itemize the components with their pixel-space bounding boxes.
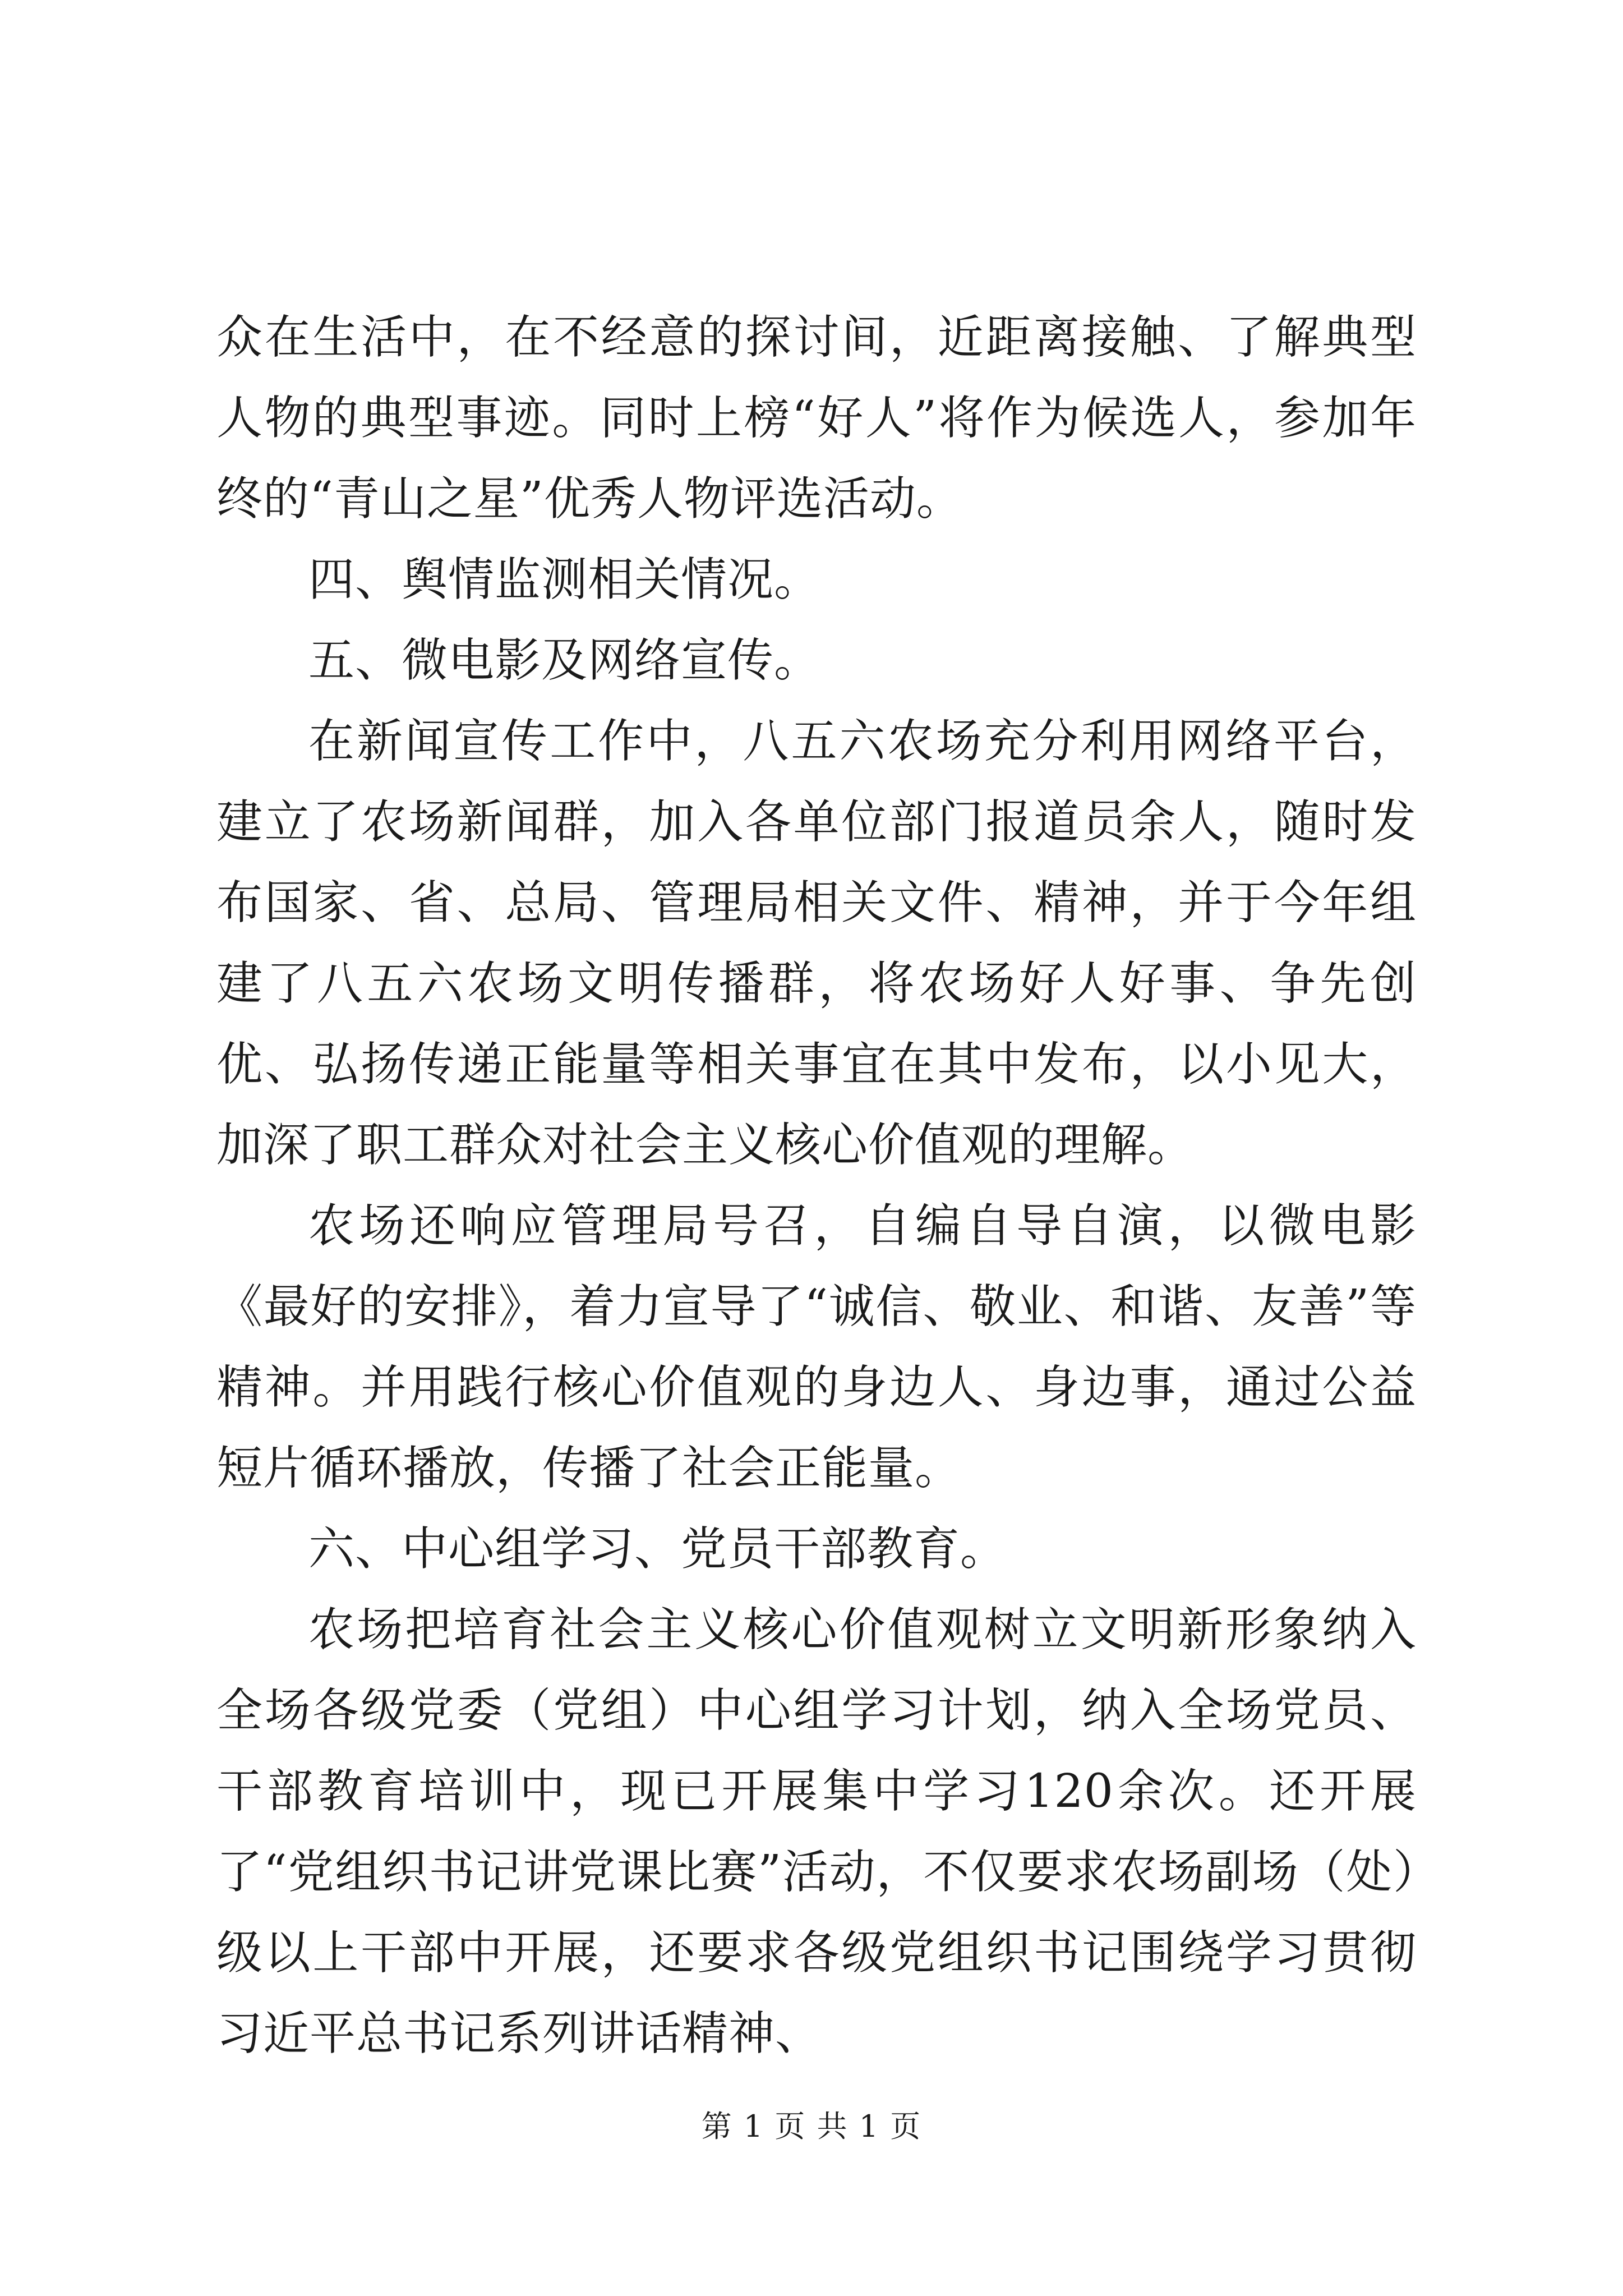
section-heading-6: 六、中心组学习、党员干部教育。 [308,1522,1007,1576]
section-heading-4: 四、舆情监测相关情况。 [308,553,821,606]
document-body [216,297,1417,2074]
paragraph-micro-film: 农场还响应管理局号召，自编自导自演，以微电影《最好的安排》，着力宣导了“诚信、敬业、和谐、友善”等精神。并用践行核心价值观的身边人、身边事，通过公益短片循环播放，传播了社会正能量。 [216,1199,1417,1495]
section-heading-5: 五、微电影及网络宣传。 [308,634,821,687]
paragraph-news-publicity: 在新闻宣传工作中，八五六农场充分利用网络平台，建立了农场新闻群，加入各单位部门报道员余人，随时发布国家、省、总局、管理局相关文件、精神，并于今年组建了八五六农场文明传播群，将农场好人好事、争先创优、弘扬传递正能量等相关事宜在其中发布，以小见大，加深了职工群众对社会主义核心价值观的理解。 [216,715,1417,1172]
paragraph-1: 众在生活中，在不经意的探讨间，近距离接触、了解典型人物的典型事迹。同时上榜“好人”将作为候选人，参加年终的“青山之星”优秀人物评选活动。 [216,311,1417,526]
paragraph-study-education: 农场把培育社会主义核心价值观树立文明新形象纳入全场各级党委（党组）中心组学习计划，纳入全场党员、干部教育培训中，现已开展集中学习120余次。还开展了“党组织书记讲党课比赛”活动，不仅要求农场副场（处）级以上干部中开展，还要求各级党组织书记围绕学习贯彻习近平总书记系列讲话精神、 [216,1603,1417,2060]
page-footer: 第 1 页 共 1 页 [701,2109,922,2144]
